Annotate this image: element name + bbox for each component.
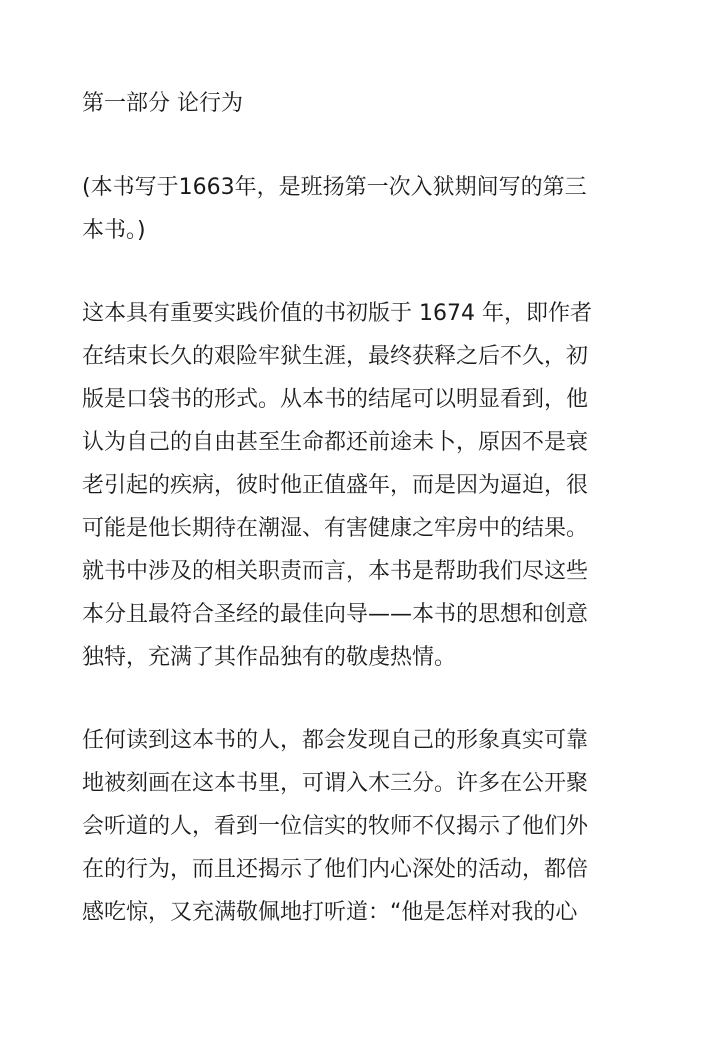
- paragraph-line: 就书中涉及的相关职责而言，本书是帮助我们尽这些: [82, 559, 589, 584]
- paragraph-line: 在结束长久的艰险牢狱生涯，最终获释之后不久，初: [82, 344, 589, 369]
- paragraph-line: 版是口袋书的形式。从本书的结尾可以明显看到，他: [82, 387, 589, 412]
- paragraph-line: 本分且最符合圣经的最佳向导——本书的思想和创意: [82, 602, 589, 627]
- paragraph-line: 这本具有重要实践价值的书初版于 1674 年，即作者: [82, 301, 592, 326]
- note-line: 本书。): [82, 218, 146, 243]
- note-line: (本书写于1663年，是班扬第一次入狱期间写的第三: [82, 175, 587, 200]
- section-heading: 第一部分 论行为: [82, 91, 243, 116]
- body-paragraph-2: [82, 719, 642, 934]
- paragraph-line: 会听道的人，看到一位信实的牧师不仅揭示了他们外: [82, 814, 589, 839]
- paragraph-line: 认为自己的自由甚至生命都还前途未卜，原因不是衰: [82, 430, 589, 455]
- paragraph-line: 可能是他长期待在潮湿、有害健康之牢房中的结果。: [82, 516, 589, 541]
- paragraph-line: 在的行为，而且还揭示了他们内心深处的活动，都倍: [82, 857, 589, 882]
- body-paragraph-1: [82, 292, 642, 679]
- document-page: [82, 86, 642, 934]
- paragraph-line: 任何读到这本书的人，都会发现自己的形象真实可靠: [82, 728, 589, 753]
- editorial-note: [82, 166, 642, 252]
- paragraph-line: 感吃惊，又充满敬佩地打听道：“他是怎样对我的心: [82, 900, 578, 925]
- paragraph-line: 独特，充满了其作品独有的敬虔热情。: [82, 645, 457, 670]
- paragraph-line: 老引起的疾病，彼时他正值盛年，而是因为逼迫，很: [82, 473, 589, 498]
- paragraph-line: 地被刻画在这本书里，可谓入木三分。许多在公开聚: [82, 771, 589, 796]
